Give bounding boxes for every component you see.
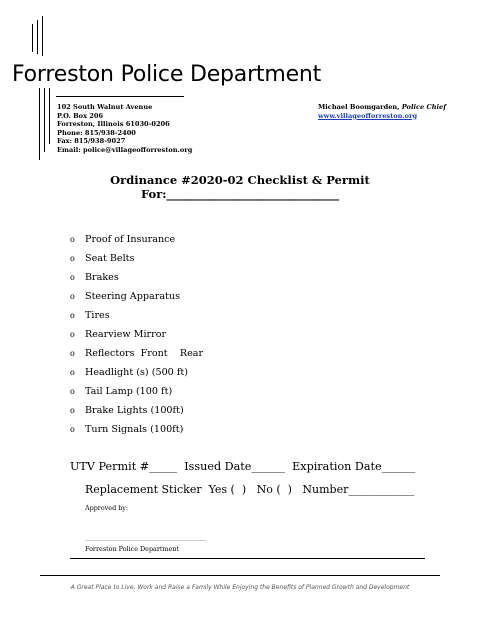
for-line[interactable]: For:______________________________ — [140, 187, 339, 201]
checklist-label: Rearview Mirror — [85, 329, 167, 340]
decor-horizontal-rule — [56, 96, 184, 97]
signature-org-label: Forreston Police Department — [85, 545, 179, 553]
address-block — [57, 103, 192, 155]
form-heading: Ordinance #2020-02 Checklist & Permit — [110, 173, 370, 187]
signature-divider — [70, 558, 425, 559]
bullet-circle-icon: o — [70, 387, 75, 396]
bullet-circle-icon: o — [70, 349, 75, 358]
checklist-item[interactable] — [70, 401, 203, 420]
checklist-label: Tail Lamp (100 ft) — [85, 386, 173, 397]
address-line: P.O. Box 206 — [57, 111, 104, 120]
checklist-item[interactable] — [70, 287, 203, 306]
utv-permit-line[interactable]: UTV Permit #_____ Issued Date______ Expiration Date______ — [70, 460, 416, 473]
checklist-label: Reflectors Front Rear — [85, 348, 204, 359]
decor-vertical-rule — [37, 20, 38, 54]
checklist-item[interactable] — [70, 420, 203, 439]
checklist-label: Steering Apparatus — [85, 291, 181, 302]
checklist-item[interactable] — [70, 306, 203, 325]
bullet-circle-icon: o — [70, 254, 75, 263]
chief-name: Michael Boomgarden, — [318, 103, 400, 111]
phone-line: Phone: 815/938-2400 — [57, 128, 136, 137]
checklist-item[interactable] — [70, 344, 203, 363]
decor-vertical-rule — [49, 88, 50, 144]
chief-title: Police Chief — [401, 103, 447, 111]
checklist-label: Seat Belts — [85, 253, 135, 264]
decor-vertical-rule — [42, 16, 43, 56]
checklist-label: Brakes — [85, 272, 119, 283]
checklist-label: Brake Lights (100ft) — [85, 405, 184, 416]
bullet-circle-icon: o — [70, 235, 75, 244]
chief-block — [318, 103, 446, 120]
footer-divider — [40, 575, 440, 576]
address-line: 102 South Walnut Avenue — [57, 103, 153, 111]
email-line: Email: police@villageofforreston.org — [57, 145, 193, 154]
checklist-label: Tires — [85, 310, 110, 321]
bullet-circle-icon: o — [70, 311, 75, 320]
bullet-circle-icon: o — [70, 425, 75, 434]
checklist-label: Headlight (s) (500 ft) — [85, 367, 188, 378]
approved-by-label: Approved by: — [85, 504, 129, 512]
decor-vertical-rule — [39, 88, 40, 160]
checklist — [70, 230, 203, 439]
bullet-circle-icon: o — [70, 406, 75, 415]
checklist-item[interactable] — [70, 230, 203, 249]
checklist-item[interactable] — [70, 268, 203, 287]
checklist-label: Proof of Insurance — [85, 234, 176, 245]
checklist-item[interactable] — [70, 382, 203, 401]
checklist-item[interactable] — [70, 325, 203, 344]
replacement-sticker-line[interactable]: Replacement Sticker Yes ( ) No ( ) Number____________ — [85, 483, 415, 496]
fax-line: Fax: 815/938-9027 — [57, 137, 126, 146]
checklist-item[interactable] — [70, 249, 203, 268]
checklist-item[interactable] — [70, 363, 203, 382]
decor-vertical-rule — [44, 88, 45, 152]
website-link[interactable]: www.villageofforreston.org — [318, 111, 418, 120]
checklist-label: Turn Signals (100ft) — [85, 424, 184, 435]
bullet-circle-icon: o — [70, 292, 75, 301]
footer-tagline: A Great Place to Live, Work and Raise a Family While Enjoying the Benefits of Planned Growth and Development — [70, 584, 410, 591]
bullet-circle-icon: o — [70, 368, 75, 377]
decor-vertical-rule — [32, 24, 33, 52]
bullet-circle-icon: o — [70, 330, 75, 339]
address-line: Forreston, Illinois 61030-0206 — [57, 120, 170, 129]
signature-line[interactable]: ______________________________________ — [85, 533, 207, 541]
department-title: Forreston Police Department — [12, 62, 322, 87]
bullet-circle-icon: o — [70, 273, 75, 282]
